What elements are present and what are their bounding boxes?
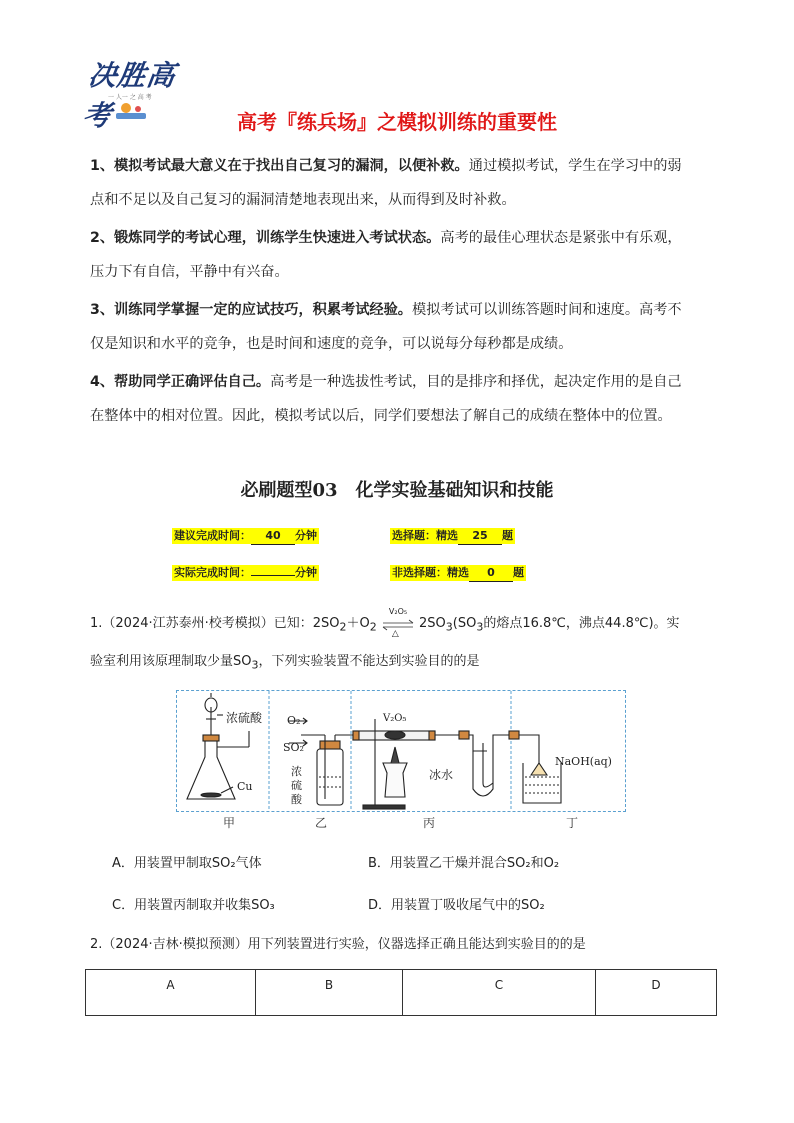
q2-column-c[interactable]: C [403, 970, 596, 1016]
page-title: 高考『练兵场』之模拟训练的重要性 [237, 110, 557, 134]
intro-line2: 点和不足以及自己复习的漏洞清楚地表现出来，从而得到及时补救。 [90, 192, 516, 208]
actual-time [172, 565, 319, 581]
question-1-stem: 1.（2024·江苏泰州·校考模拟）已知：$2SO_2+O_2$ V₂O₅ △ $2SO_3(SO_3$的熔点16.8℃，沸点44.8℃)。实 [90, 606, 680, 639]
choice-count [390, 528, 515, 544]
question-2-stem: 2.（2024·吉林·模拟预测）用下列装置进行实验，仪器选择正确且能达到实验目的的是 [90, 937, 586, 952]
apparatus-label-ding: 丁 [566, 816, 579, 830]
q1-stem-e: 的熔点16.8℃，沸点44.8℃)。实 [483, 616, 680, 631]
apparatus-label-yi: 乙 [315, 816, 328, 830]
logo-text: 决胜高考 [80, 59, 178, 132]
q2-column-b[interactable]: B [256, 970, 403, 1016]
logo-subtitle: 一 人一 之 高 考 [108, 94, 152, 101]
q1-option-c[interactable]: C．用装置丙制取并收集SO₃ [112, 898, 275, 913]
q1-stem-d: (SO [452, 616, 477, 631]
q1-stem-b: ＋O [346, 616, 370, 631]
actual-time-label: 实际完成时间： [174, 566, 251, 579]
choice-count-value: 25 [458, 528, 502, 545]
acid2-char-1: 浓 [291, 765, 302, 778]
catalyst-label: V₂O₅ [388, 606, 408, 616]
actual-time-unit: 分钟 [295, 566, 317, 579]
q1-stem-c: 2SO [419, 616, 446, 631]
q1-line2-a: 验室利用该原理制取少量SO [90, 654, 252, 669]
intro-line2: 仅是知识和水平的竞争，也是时间和速度的竞争，可以说每分每秒都是成绩。 [90, 336, 573, 352]
apparatus-ding [523, 763, 561, 803]
reversible-arrow-icon [381, 606, 415, 639]
choice-count-unit: 题 [502, 529, 513, 542]
heat-label: △ [391, 628, 399, 639]
acid2-char-2: 硫 [291, 779, 302, 792]
apparatus-figure [176, 690, 626, 812]
nonchoice-count-label: 非选择题：精选 [392, 566, 469, 579]
q1-option-d[interactable]: D．用装置丁吸收尾气中的SO₂ [368, 898, 545, 913]
q2-options-table [85, 969, 717, 1016]
ice-water-label: 冰水 [429, 768, 454, 782]
acid-label: 浓硫酸 [226, 711, 263, 725]
apparatus-label-bing: 丙 [423, 816, 436, 830]
choice-count-label: 选择题：精选 [392, 529, 458, 542]
suggested-time [172, 528, 319, 544]
q2-column-a[interactable]: A [86, 970, 256, 1016]
q1-option-b[interactable]: B．用装置乙干燥并混合SO₂和O₂ [368, 856, 560, 871]
intro-rest: 通过模拟考试，学生在学习中的弱 [468, 158, 682, 174]
actual-time-value [251, 575, 295, 576]
so2-label: SO₂ [283, 741, 304, 754]
intro-paragraph-1 [90, 149, 710, 217]
intro-rest: 高考的最佳心理状态是紧张中有乐观， [440, 230, 682, 246]
q1-line2-b: ，下列实验装置不能达到实验目的的是 [258, 654, 480, 669]
acid2-char-3: 酸 [291, 793, 302, 806]
suggested-time-unit: 分钟 [295, 529, 317, 542]
nonchoice-count [390, 565, 526, 581]
intro-lead: 2、锻炼同学的考试心理，训练学生快速进入考试状态。 [90, 230, 441, 246]
nonchoice-count-unit: 题 [513, 566, 524, 579]
intro-rest: 模拟考试可以训练答题时间和速度。高考不 [412, 302, 682, 318]
question-1-stem-line2: 验室利用该原理制取少量$SO_3$，下列实验装置不能达到实验目的的是 [90, 654, 480, 672]
o2-label: O₂ [287, 714, 301, 727]
suggested-time-label: 建议完成时间： [174, 529, 251, 542]
q1-stem-a: 1.（2024·江苏泰州·校考模拟）已知：2SO [90, 616, 340, 631]
intro-paragraph-4 [90, 365, 710, 433]
v2o5-label: V₂O₅ [383, 713, 407, 724]
intro-lead: 1、模拟考试最大意义在于找出自己复习的漏洞，以便补救。 [90, 158, 469, 174]
q2-column-d[interactable]: D [596, 970, 717, 1016]
apparatus-label-jia: 甲 [223, 816, 236, 830]
nonchoice-count-value: 0 [469, 565, 513, 582]
intro-lead: 4、帮助同学正确评估自己。 [90, 374, 271, 390]
intro-line2: 压力下有自信，平静中有兴奋。 [90, 264, 289, 280]
naoh-label: NaOH(aq) [555, 755, 612, 768]
suggested-time-value: 40 [251, 528, 295, 545]
q1-option-a[interactable]: A．用装置甲制取SO₂气体 [112, 856, 262, 871]
intro-paragraph-2 [90, 221, 710, 289]
section-title: 必刷题型03 化学实验基础知识和技能 [240, 480, 554, 501]
intro-line2: 在整体中的相对位置。因此，模拟考试以后，同学们要想法了解自己的成绩在整体中的位置。 [90, 408, 672, 424]
intro-lead: 3、训练同学掌握一定的应试技巧，积累考试经验。 [90, 302, 412, 318]
cu-label: Cu [237, 780, 253, 793]
intro-rest: 高考是一种选拔性考试，目的是排序和择优，起决定作用的是自己 [270, 374, 682, 390]
intro-paragraph-3 [90, 293, 710, 361]
